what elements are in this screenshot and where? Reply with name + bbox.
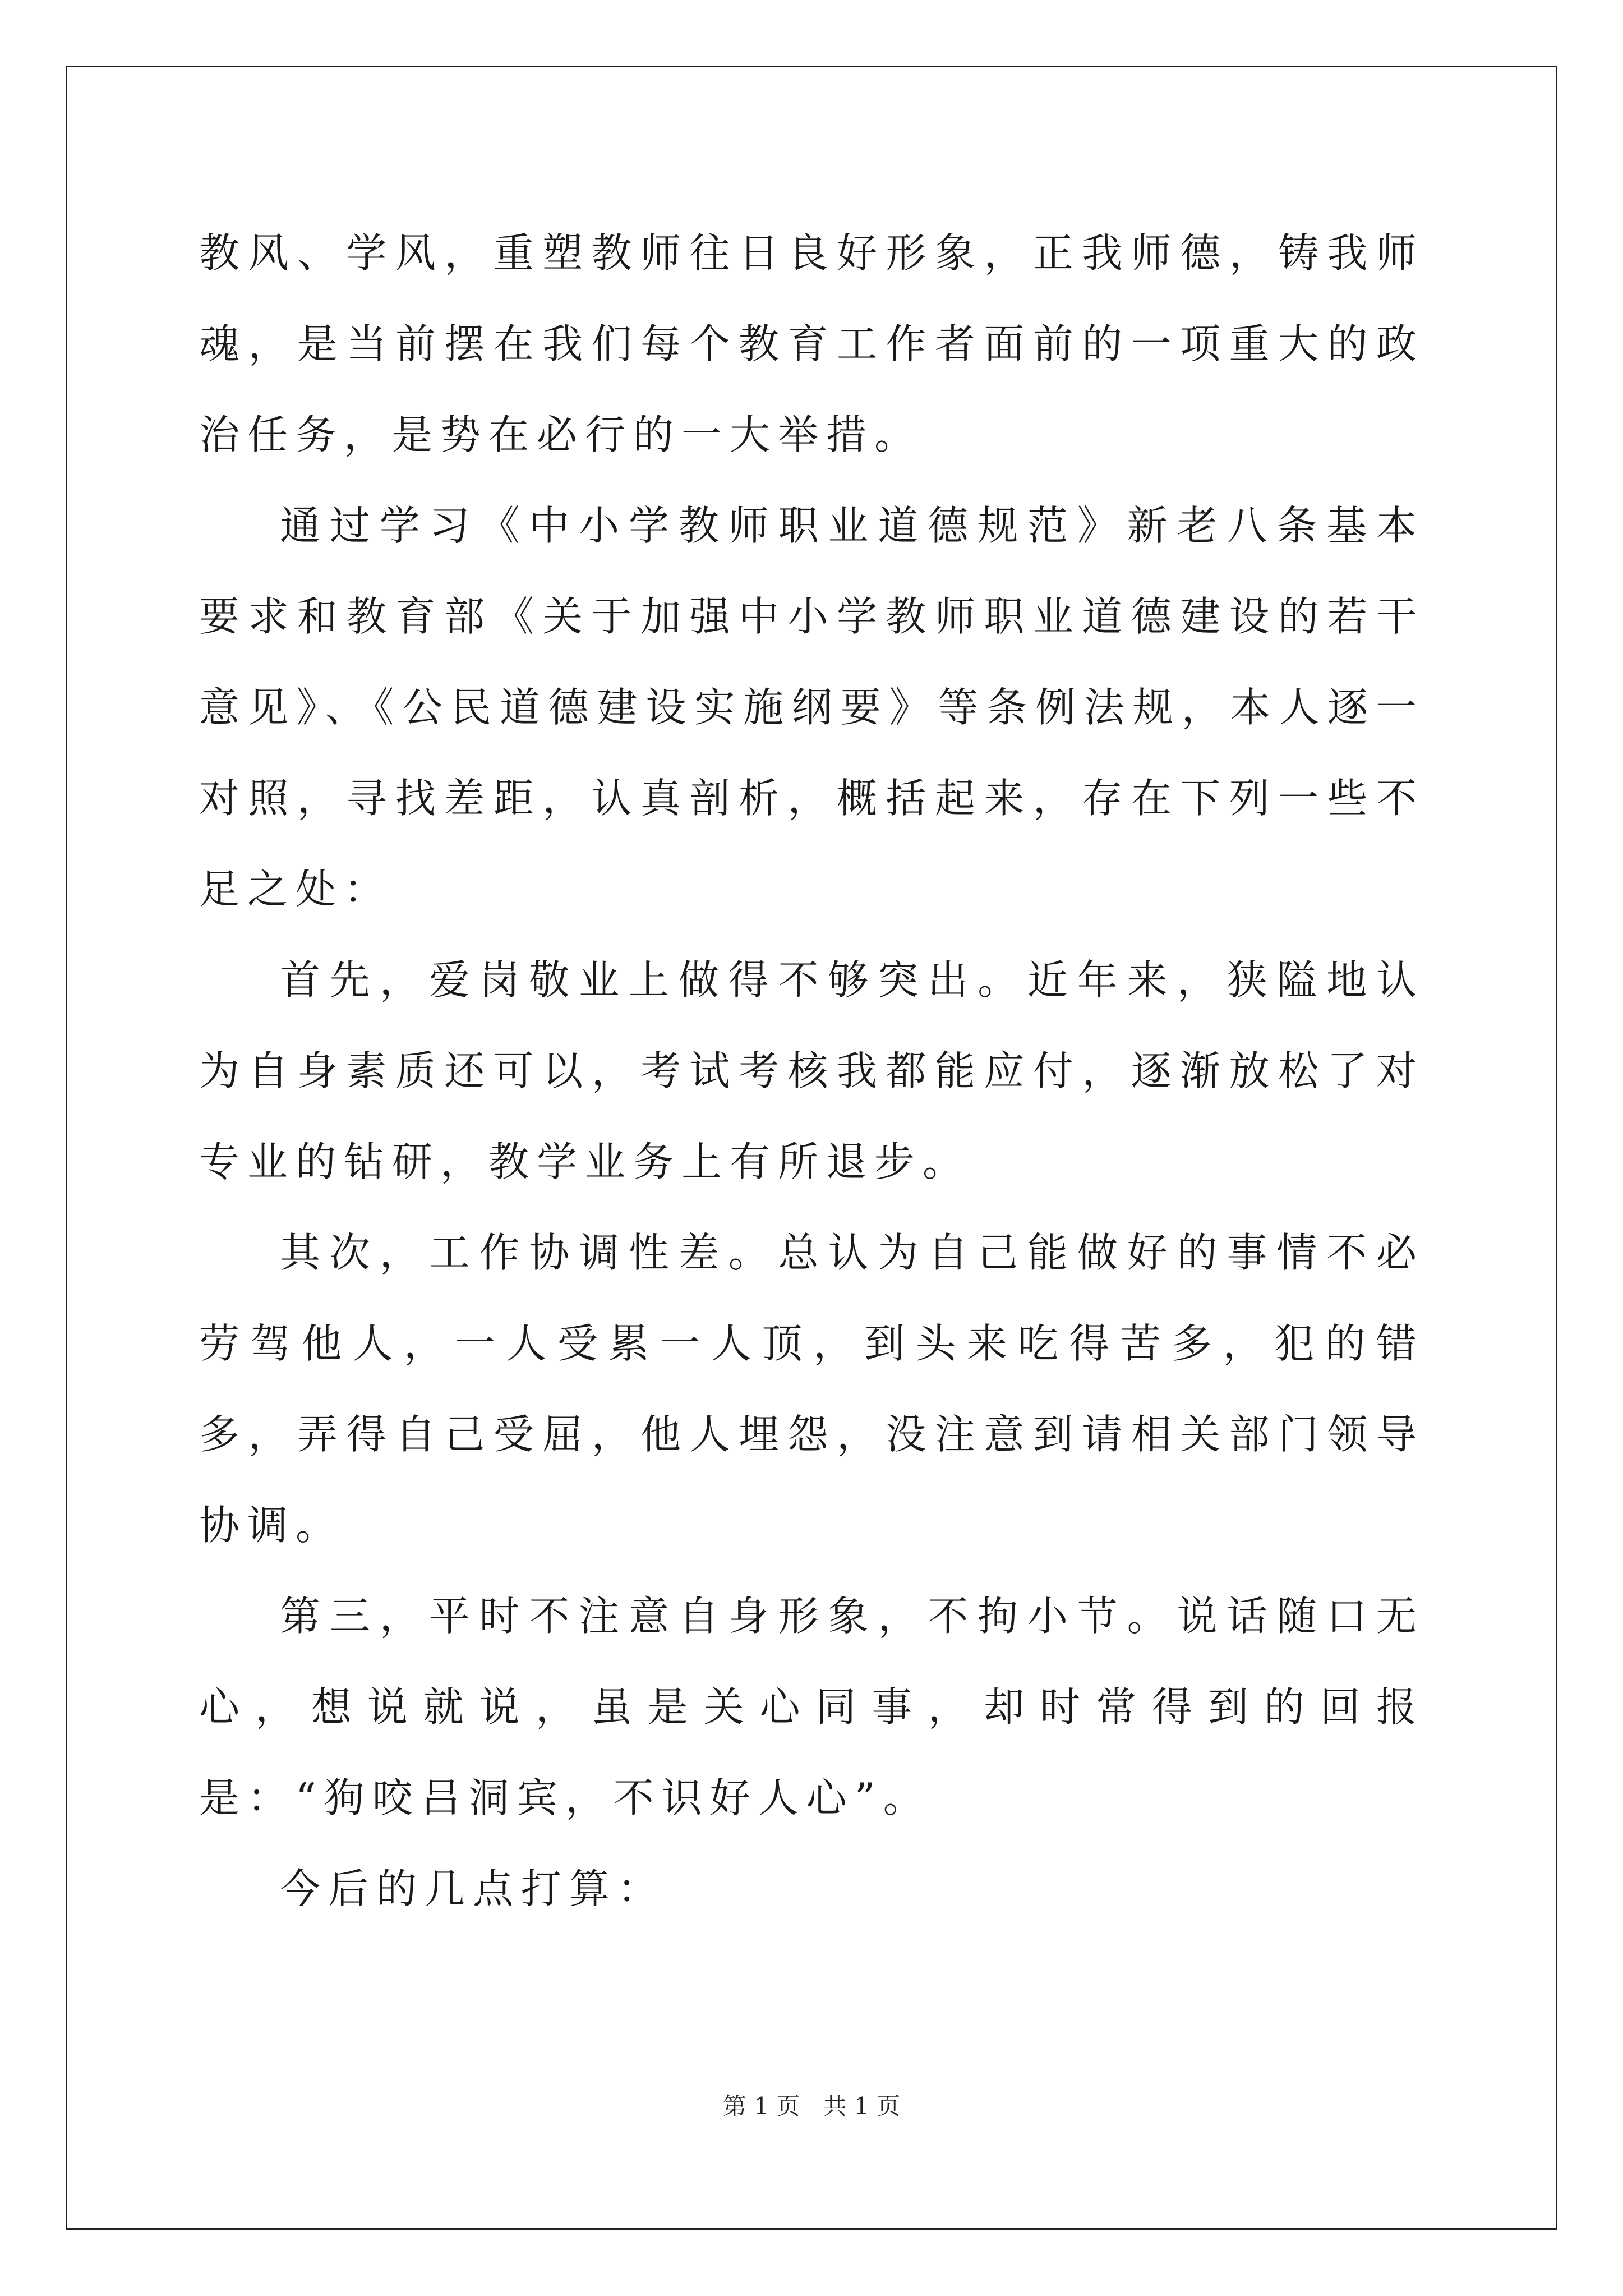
paragraph-1: 教风、学风，重塑教师往日良好形象，正我师德，铸我师魂，是当前摆在我们每个教育工作者面前的一项重大的政治任务，是势在必行的一大举措。 xyxy=(199,229,1424,458)
document-body xyxy=(199,208,1424,1934)
paragraph-6: 今后的几点打算： xyxy=(280,1865,666,1912)
page-number: 第 1 页 xyxy=(722,2092,800,2120)
page-total: 共 1 页 xyxy=(823,2092,901,2120)
paragraph-4: 其次，工作协调性差。总认为自己能做好的事情不必劳驾他人，一人受累一人顶，到头来吃得苦多，犯的错多，弄得自己受屈，他人埋怨，没注意到请相关部门领导协调。 xyxy=(199,1229,1424,1549)
paragraph-5: 第三，平时不注意自身形象，不拘小节。说话随口无心，想说就说，虽是关心同事，却时常得到的回报是：“狗咬吕洞宾，不识好人心”。 xyxy=(199,1593,1424,1821)
page-footer xyxy=(0,2090,1623,2123)
paragraph-2: 通过学习《中小学教师职业道德规范》新老八条基本要求和教育部《关于加强中小学教师职业道德建设的若干意见》、《公民道德建设实施纲要》等条例法规，本人逐一对照，寻找差距，认真剖析，概括起来，存在下列一些不足之处： xyxy=(199,502,1424,913)
paragraph-3: 首先，爱岗敬业上做得不够突出。近年来，狭隘地认为自身素质还可以，考试考核我都能应付，逐渐放松了对专业的钻研，教学业务上有所退步。 xyxy=(199,956,1424,1185)
